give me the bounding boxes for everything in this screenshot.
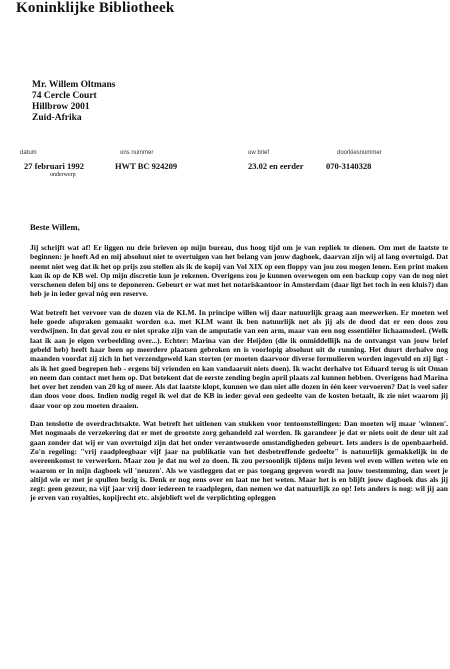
paragraph-2: Wat betreft het vervoer van de dozen via de KLM. In principe willen wij daar natuurlijk graag aan meewerken. Er moeten wel hele goede afspraken gemaakt worden o.a. met KLM want ik ben natuurlijk net als jij als de dood dat er een doos zou verdwijnen. In dat geval zou er niet sprake zijn van de amputatie van een arm, maar van een nog essentiëler lichaamsdeel. (Welk laat ik aan je eigen verbeelding over...). Echter: Marina van der Heijden (die ik onmiddellijk na de ontvangst van jouw brief gebeld heb) heeft haar been op meerdere plaatsen gebroken en is voorlopig absoluut uit de running. Het duurt derhalve nog maanden voordat zij zich in het verzendgeweld kan storten (er moeten daarvoor diverse formulieren worden ingevuld en zij ligt - als ik het goed begrepen heb - ergens bij vrienden en kan vandaaruit niets doen). Ik wacht derhalve tot Eduard terug is uit Oman en neem dan contact met hem op. Dat betekent dat de eerste zending begin april plaats zal kunnen hebben. Overigens had Marina het over het zenden van 20 kg of meer. Als dat laatste klopt, kunnen we dan niet alle dozen in één keer vervoeren? Dat is veel safer dan doos voor doos. Indien nodig regel ik wel dat de KB in ieder geval een gedeelte van de kosten betaalt, ik zie niet waarom jij daar voor op zou moeten draaien. bbox=[30, 307, 448, 410]
reference-labels bbox=[0, 150, 450, 160]
subject-label: onderwerp bbox=[50, 172, 76, 178]
recipient-address bbox=[32, 80, 115, 124]
your-letter-value: 23.02 en eerder bbox=[248, 161, 304, 171]
date-label: datum bbox=[20, 150, 37, 156]
recipient-city: Hillbrow 2001 bbox=[32, 102, 90, 112]
letterhead-title: Koninklijke Bibliotheek bbox=[16, 0, 175, 16]
recipient-country: Zuid-Afrika bbox=[32, 113, 82, 123]
date-value: 27 februari 1992 bbox=[24, 161, 84, 171]
your-letter-label: uw brief bbox=[248, 150, 270, 156]
direct-line-label: doorkiesnummer bbox=[337, 150, 382, 156]
our-number-value: HWT BC 924209 bbox=[115, 161, 178, 171]
recipient-street: 74 Cercle Court bbox=[32, 91, 97, 101]
salutation: Beste Willem, bbox=[30, 222, 80, 232]
paragraph-3: Dan tenslotte de overdrachtsakte. Wat betreft het uitlenen van stukken voor tentoonstellingen: Dan moeten wij maar 'winnen'. Met nogmaals de verzekering dat er met de grootste zorg gehandeld zal worden. Ik garandeer je dat er niets ooit de deur uit zal gaan zonder dat wij er van overtuigd zijn dat het onder verantwoorde omstandigheden gebeurt. Iets anders is de openbaarheid. Zo'n regeling: "vrij raadpleegbaar vijf jaar na publikatie van het desbetreffende gedeelte" is natuurlijk gemakkelijk in de overeenkomst te verwerken. Maar zou je dat nu wel zo doen. Ik zou persoonlijk tijdens mijn leven wel even willen weten wie en waarom er in mijn dagboek wil 'neuzen'. Als we vastleggen dat er pas toegang gegeven wordt na jouw toestemming, dan weet je altijd wie er met je spullen bezig is. Denk er nog eens over en laat me het weten. Maar het is en blijft jouw dagboek dus als jij zegt: geen gezeur, na vijf jaar vrij door iedereen te raadplegen, dan nemen we dat natuurlijk zo op! Iets anders is nog: wil jij aan je erven van royalties, kopijrecht etc. alsjeblieft wel de verplichting opleggen bbox=[30, 419, 448, 503]
our-number-label: ons nummer bbox=[120, 150, 154, 156]
direct-line-value: 070-3140328 bbox=[326, 161, 372, 171]
paragraph-1: Jij schrijft wat af! Er liggen nu drie brieven op mijn bureau, dus hoog tijd om je van repliek te dienen. Om met de laatste te beginnen: je hoeft Ad en mij absoluut niet te overtuigen van het belang van jouw dagboek, daarvan zijn wij al lang overtuigd. Dat neemt niet weg dat ik het op prijs zou stellen als ik de kopij van Vol XIX op een floppy van jou zou mogen lenen. Een print maken kan ik op de KB wel. Op mijn discretie kun je rekenen. Overigens zou je kunnen overwegen om een backup copy van de nog niet verschenen delen bij ons te deponeren. Gebeurt er wat met het notariskantoor in Amsterdam (daar ligt het toch in een kluis?) dan heb je in ieder geval nóg een reserve. bbox=[30, 243, 448, 299]
reference-subject bbox=[0, 172, 450, 180]
recipient-name: Mr. Willem Oltmans bbox=[32, 80, 116, 90]
letter-body bbox=[30, 243, 448, 503]
